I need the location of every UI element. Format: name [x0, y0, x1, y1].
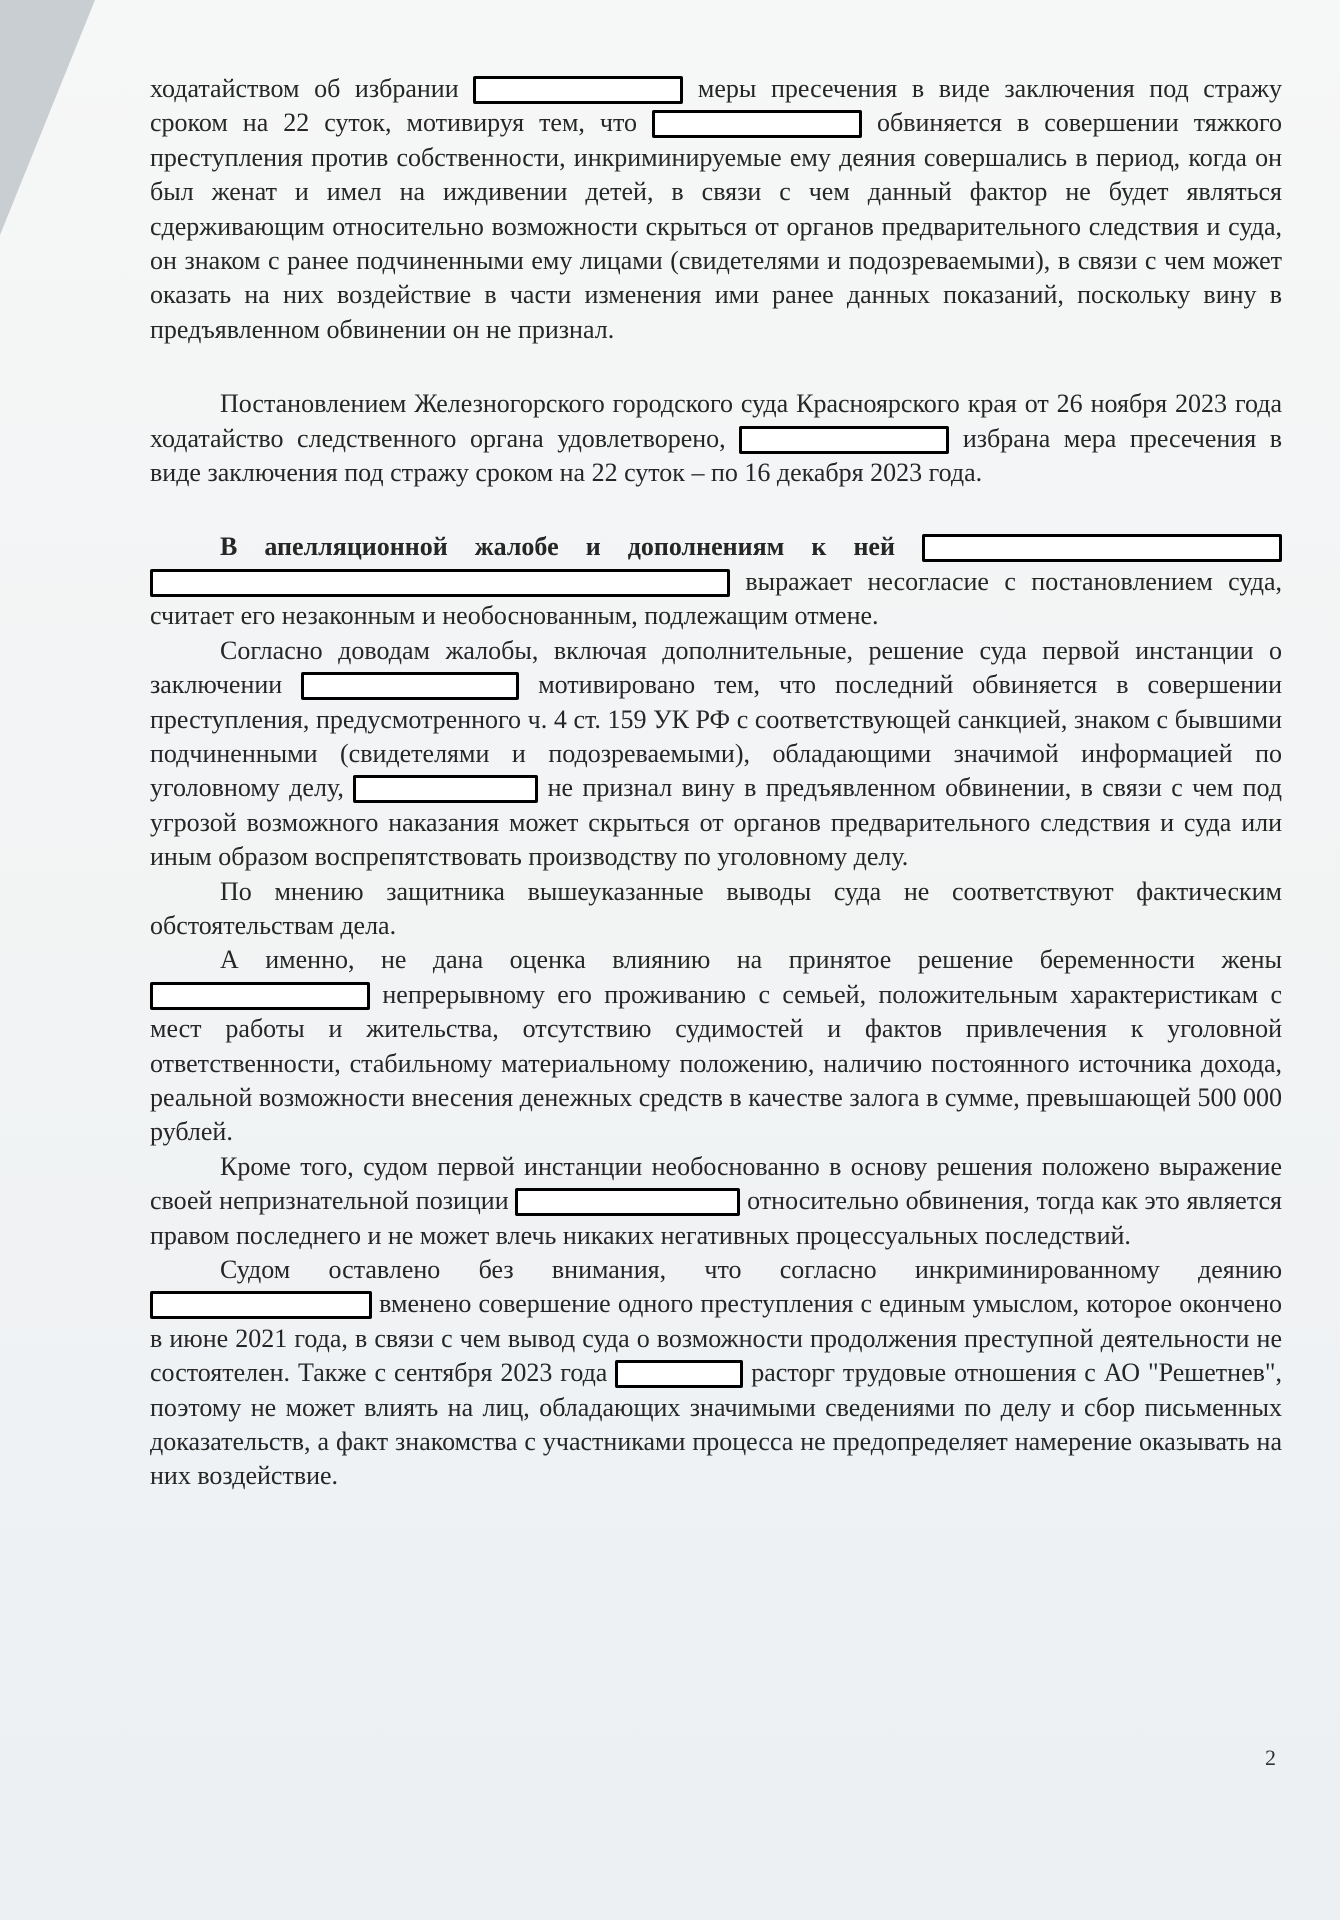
text-fragment: избрана мера пресечения в виде заключения под стражу сроком на 22 суток – по 16 декабря 2023 года.: [150, 423, 1283, 488]
text-fragment: расторг трудовые отношения с АО "Решетнев", поэтому не может влиять на лиц, обладающих значимыми сведениями по делу и сбор письменных доказательств, а факт знакомства с участниками процесса не предопределяет намерение оказывать на них воздействие.: [150, 1358, 1283, 1491]
text-fragment: обвиняется в совершении тяжкого преступления против собственности, инкриминируемые ему деяния совершались в период, когда он был женат и имел на иждивении детей, в связи с чем данный фактор не будет являться сдерживающим относительно возможности скрыться от органов предварительного следствия и суда, он знаком с ранее подчиненными ему лицами (свидетелями и подозреваемыми), в связи с чем может оказать на них воздействие в части изменения ими ранее данных показаний, поскольку вину в предъявленном обвинении он не признал.: [150, 108, 1282, 344]
paragraph-court-ruling: [150, 387, 1282, 490]
redaction-box: [353, 775, 538, 803]
text-fragment: Постановлением Железногорского городского суда Красноярского края от 26 ноября 2023 года ходатайство следственного органа удовлетворено,: [150, 389, 1282, 453]
page-corner-shadow: [0, 0, 95, 235]
paragraph-motion: [150, 72, 1282, 347]
redaction-box: [150, 982, 370, 1010]
text-fragment: вменено совершение одного преступления с единым умыслом, которое окончено в июне 2021 года, в связи с чем вывод суда о возможности продолжения преступной деятельности не состоятелен. Также с сентября 2023 года: [150, 1289, 1283, 1388]
text-fragment: Кроме того, судом первой инстанции необоснованно в основу решения положено выражение своей непризнательной позиции: [150, 1151, 1282, 1216]
paragraph-appeal: [150, 530, 1282, 633]
redaction-box: [515, 1188, 740, 1216]
paragraph-circumstances: [150, 943, 1282, 1149]
text-fragment: ходатайством об избрании: [150, 74, 459, 103]
text-fragment: А именно, не дана оценка влиянию на принятое решение беременности жены: [220, 945, 1282, 975]
redaction-box: [473, 76, 683, 104]
redaction-box: [739, 426, 949, 454]
document-body: [150, 72, 1282, 1494]
text-fragment: относительно обвинения, тогда как это является правом последнего и не может влечь никаких негативных процессуальных последствий.: [150, 1186, 1282, 1250]
paragraph-defender-opinion: [150, 875, 1282, 944]
text-fragment: меры пресечения в виде заключения под стражу сроком на 22 суток, мотивируя тем, что: [150, 74, 1283, 138]
text-fragment: По мнению защитника вышеуказанные выводы суда не соответствуют фактическим обстоятельствам дела.: [150, 876, 1282, 940]
redaction-box: [652, 110, 862, 138]
text-fragment: выражает несогласие с постановлением суда, считает его незаконным и необоснованным, подлежащим отмене.: [150, 566, 1282, 631]
page-number: 2: [1265, 1745, 1276, 1770]
text-fragment: Судом оставлено без внимания, что согласно инкриминированному деянию: [220, 1255, 1282, 1284]
paragraph-single-crime: [150, 1253, 1282, 1494]
text-fragment: Согласно доводам жалобы, включая дополнительные, решение суда первой инстанции о заключении: [150, 635, 1282, 700]
redaction-box: [922, 534, 1282, 562]
text-fragment: мотивировано тем, что последний обвиняется в совершении преступления, предусмотренного ч. 4 ст. 159 УК РФ с соответствующей санкцией, знаком с бывшими подчиненными (свидетелями и подозреваемыми), обладающими значимой информацией по уголовному делу,: [150, 670, 1283, 803]
paragraph-position: [150, 1150, 1282, 1253]
redaction-box: [615, 1360, 743, 1388]
appeal-heading: В апелляционной жалобе и дополнениям к ней: [220, 532, 895, 562]
redaction-box: [301, 672, 519, 700]
paragraph-arguments: [150, 634, 1282, 875]
redaction-box: [150, 569, 730, 597]
text-fragment: не признал вину в предъявленном обвинении, в связи с чем под угрозой возможного наказания может скрыться от органов предварительного следствия и суда или иным образом воспрепятствовать производству по уголовному делу.: [150, 773, 1283, 872]
text-fragment: непрерывному его проживанию с семьей, положительным характеристикам с мест работы и жительства, отсутствию судимостей и фактов привлечения к уголовной ответственности, стабильному материальному положению, наличию постоянного источника дохода, реальной возможности внесения денежных средств в качестве залога в сумме, превышающей 500 000 рублей.: [150, 979, 1283, 1147]
redaction-box: [150, 1291, 372, 1319]
